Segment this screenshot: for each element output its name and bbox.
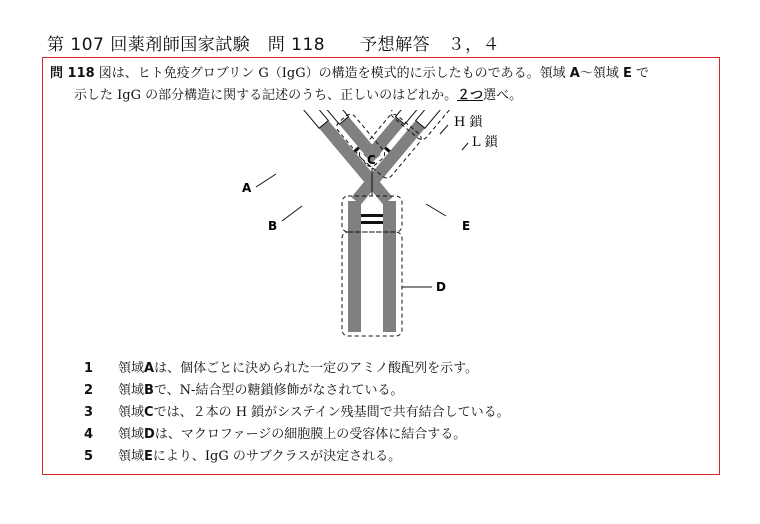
disulfide-bond bbox=[361, 214, 383, 217]
igg-diagram bbox=[230, 110, 530, 345]
options-list bbox=[84, 358, 510, 468]
leader-line-h bbox=[440, 125, 448, 134]
label-c: C bbox=[367, 153, 376, 167]
answer-count: ２つ bbox=[457, 88, 484, 103]
label-l-chain: L 鎖 bbox=[472, 135, 498, 150]
heavy-chain-right-fc bbox=[383, 201, 396, 332]
label-a: A bbox=[242, 181, 252, 195]
question-text bbox=[50, 63, 710, 107]
disulfide-bond bbox=[361, 221, 383, 224]
question-number: 問 118 bbox=[50, 66, 95, 81]
question-line-2: 示した IgG の部分構造に関する記述のうち、正しいのはどれか。２つ選べ。 bbox=[74, 88, 523, 103]
label-e: E bbox=[462, 219, 471, 233]
leader-line-l bbox=[462, 143, 468, 150]
heavy-chain-left-fc bbox=[348, 201, 361, 332]
option-4[interactable]: 4 領域 D は、マクロファージの細胞膜上の受容体に結合する。 bbox=[84, 427, 467, 442]
leader-line-b bbox=[282, 206, 302, 221]
label-b: B bbox=[268, 219, 278, 233]
option-5[interactable]: 5 領域 E により、IgG のサブクラスが決定される。 bbox=[84, 449, 402, 464]
option-2[interactable]: 2 領域 B で、N-結合型の糖鎖修飾がなされている。 bbox=[84, 383, 404, 398]
option-1[interactable]: 1 領域 A は、個体ごとに決められた一定のアミノ酸配列を示す。 bbox=[84, 361, 479, 376]
question-line-1: 問 118 図は、ヒト免疫グロブリン G（IgG）の構造を模式的に示したものである。領域 A～領域 E で bbox=[50, 66, 650, 81]
leader-line-e bbox=[426, 204, 446, 216]
option-3[interactable]: 3 領域 C では、２本の H 鎖がシステイン残基間で共有結合している。 bbox=[84, 405, 510, 420]
page-header: 第 107 回薬剤師国家試験 問 118 予想解答 ３，４ bbox=[47, 35, 501, 55]
label-h-chain: H 鎖 bbox=[454, 115, 483, 130]
leader-line-a bbox=[256, 174, 276, 187]
label-d: D bbox=[436, 280, 446, 294]
